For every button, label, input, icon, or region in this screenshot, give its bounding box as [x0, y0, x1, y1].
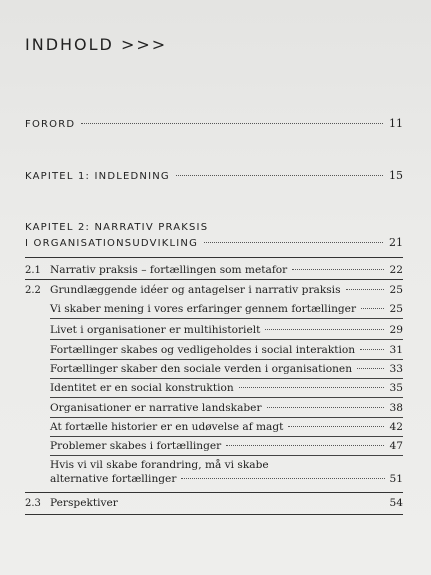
toc-entry-kapitel-1 — [25, 169, 403, 182]
section-title: Grundlæggende idéer og antagelser i narrativ praksis — [50, 284, 341, 296]
subsection — [25, 303, 403, 315]
subsection — [25, 324, 403, 336]
section-rule — [25, 279, 403, 280]
subsection-rule — [50, 378, 403, 379]
subsection-rule — [50, 436, 403, 437]
dot-leader — [288, 426, 384, 427]
dot-leader — [357, 368, 384, 369]
section-page: 42 — [389, 421, 403, 433]
subsection-rule — [50, 455, 403, 456]
dot-leader — [204, 242, 383, 243]
toc-title: INDHOLD >>> — [25, 35, 168, 54]
chapter-rule — [25, 257, 403, 258]
section-title: Narrativ praksis – fortællingen som metafor — [50, 264, 288, 276]
entry-page: 11 — [389, 117, 403, 130]
subsection — [25, 363, 403, 375]
chapter-title-line-1: KAPITEL 2: NARRATIV PRAKSIS — [25, 222, 209, 233]
chapter-title-line-2: I ORGANISATIONSUDVIKLING — [25, 238, 199, 249]
toc-entry-kapitel-2 — [25, 222, 403, 249]
dot-leader — [81, 123, 383, 124]
section-title: Fortællinger skabes og vedligeholdes i social interaktion — [50, 344, 356, 356]
section-title-line-1: Hvis vi vil skabe forandring, må vi skabe — [50, 459, 269, 471]
section-page: 25 — [389, 284, 403, 296]
section-title-line-2: alternative fortællinger — [50, 473, 177, 485]
section-number: 2.3 — [25, 498, 41, 509]
subsection — [25, 440, 403, 452]
subsection-rule — [50, 359, 403, 360]
section-2-2 — [25, 284, 403, 296]
dot-leader — [361, 308, 384, 309]
section-2-3 — [25, 497, 403, 509]
dot-leader — [292, 269, 384, 270]
section-title: Vi skaber mening i vores erfaringer gennem fortællinger — [50, 303, 357, 315]
section-2-1 — [25, 264, 403, 276]
entry-label: KAPITEL 1: INDLEDNING — [25, 171, 170, 182]
section-title: Identitet er en social konstruktion — [50, 382, 234, 394]
section-page: 22 — [389, 264, 403, 276]
section-title: Problemer skabes i fortællinger — [50, 440, 222, 452]
section-number: 2.1 — [25, 265, 41, 276]
section-page: 33 — [389, 363, 403, 375]
dot-leader — [267, 407, 384, 408]
subsection — [25, 402, 403, 414]
section-page: 29 — [389, 324, 403, 336]
section-number: 2.2 — [25, 285, 41, 296]
subsection-rule — [50, 397, 403, 398]
section-title: Perspektiver — [50, 497, 118, 509]
subsection — [25, 421, 403, 433]
section-title: Livet i organisationer er multihistorielt — [50, 324, 261, 336]
entry-page: 21 — [389, 236, 403, 249]
dot-leader — [265, 329, 384, 330]
subsection-two-line — [50, 459, 403, 485]
entry-page: 15 — [389, 169, 403, 182]
section-title: Organisationer er narrative landskaber — [50, 402, 262, 414]
section-page: 35 — [389, 382, 403, 394]
subsection-rule — [50, 417, 403, 418]
dot-leader — [176, 175, 383, 176]
section-title: Fortællinger skaber den sociale verden i organisationen — [50, 363, 353, 375]
dot-leader — [239, 387, 384, 388]
section-page: 51 — [389, 473, 403, 485]
dot-leader — [346, 289, 384, 290]
dot-leader — [226, 445, 384, 446]
dot-leader — [181, 478, 384, 479]
section-page: 54 — [389, 497, 403, 509]
entry-label: FORORD — [25, 119, 76, 130]
subsection — [25, 344, 403, 356]
section-rule — [25, 492, 403, 493]
section-page: 38 — [389, 402, 403, 414]
section-title: At fortælle historier er en udøvelse af magt — [50, 421, 284, 433]
section-page: 47 — [389, 440, 403, 452]
section-rule — [25, 514, 403, 515]
subsection-rule — [50, 339, 403, 340]
toc-entry-forord — [25, 117, 403, 130]
section-page: 25 — [389, 303, 403, 315]
dot-leader — [360, 349, 384, 350]
subsection — [25, 382, 403, 394]
section-page: 31 — [389, 344, 403, 356]
subsection-rule — [50, 318, 403, 319]
